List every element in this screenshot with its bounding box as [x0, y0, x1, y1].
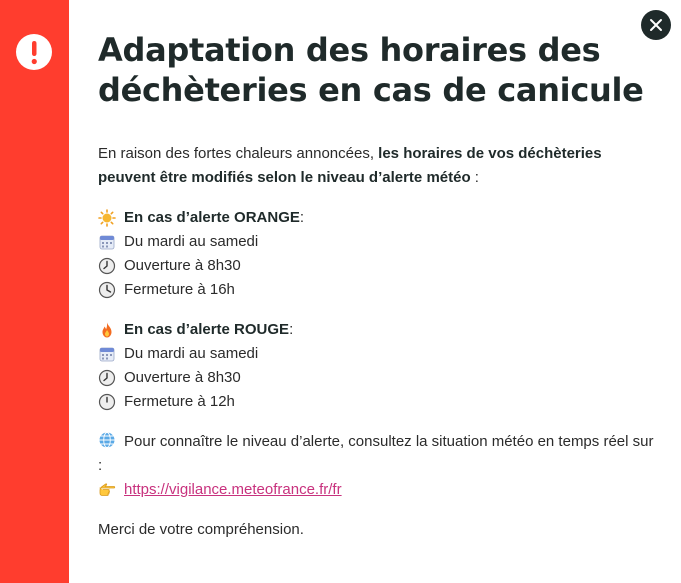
fire-icon	[98, 321, 116, 339]
info-line	[98, 430, 658, 478]
red-alert-block	[98, 318, 658, 414]
clock-icon	[98, 281, 116, 299]
orange-heading-line	[98, 206, 658, 230]
red-opening: Ouverture à 8h30	[124, 369, 241, 386]
orange-days: Du mardi au samedi	[124, 233, 259, 250]
modal-title: Adaptation des horaires des déchèteries en cas de canicule	[98, 31, 644, 109]
intro-bold-text: les horaires de vos déchèteries peuvent être modifiés selon le niveau d’alerte météo	[98, 145, 602, 186]
link-line	[98, 478, 658, 502]
modal-content	[98, 30, 658, 542]
red-days-line	[98, 342, 658, 366]
intro-paragraph	[98, 142, 658, 190]
calendar-icon	[98, 345, 116, 363]
sun-icon	[98, 209, 116, 227]
red-heading-line	[98, 318, 658, 342]
orange-closing-line	[98, 278, 658, 302]
red-heading-suffix: :	[289, 321, 294, 338]
orange-opening-line	[98, 254, 658, 278]
info-text: Pour connaître le niveau d’alerte, consultez la situation météo en temps réel sur :	[98, 433, 654, 474]
orange-opening: Ouverture à 8h30	[124, 257, 241, 274]
info-paragraph	[98, 430, 658, 502]
exclamation-icon	[16, 34, 52, 70]
orange-days-line	[98, 230, 658, 254]
clock-icon	[98, 257, 116, 275]
red-closing: Fermeture à 12h	[124, 393, 235, 410]
orange-alert-block	[98, 206, 658, 302]
red-days: Du mardi au samedi	[124, 345, 259, 362]
red-closing-line	[98, 390, 658, 414]
calendar-icon	[98, 233, 116, 251]
intro-text: En raison des fortes chaleurs annoncées,	[98, 145, 379, 162]
alert-side-band	[0, 0, 69, 583]
orange-closing: Fermeture à 16h	[124, 281, 235, 298]
clock-icon	[98, 393, 116, 411]
meteofrance-link[interactable]: https://vigilance.meteofrance.fr/fr	[124, 481, 342, 498]
orange-heading: En cas d’alerte ORANGE	[124, 209, 300, 226]
clock-icon	[98, 369, 116, 387]
orange-heading-suffix: :	[299, 209, 305, 226]
red-opening-line	[98, 366, 658, 390]
globe-icon	[98, 431, 116, 449]
intro-end: :	[470, 169, 479, 186]
thanks-text: Merci de votre compréhension.	[98, 521, 304, 538]
pointing-hand-icon	[98, 481, 116, 499]
red-heading: En cas d’alerte ROUGE	[124, 321, 290, 338]
